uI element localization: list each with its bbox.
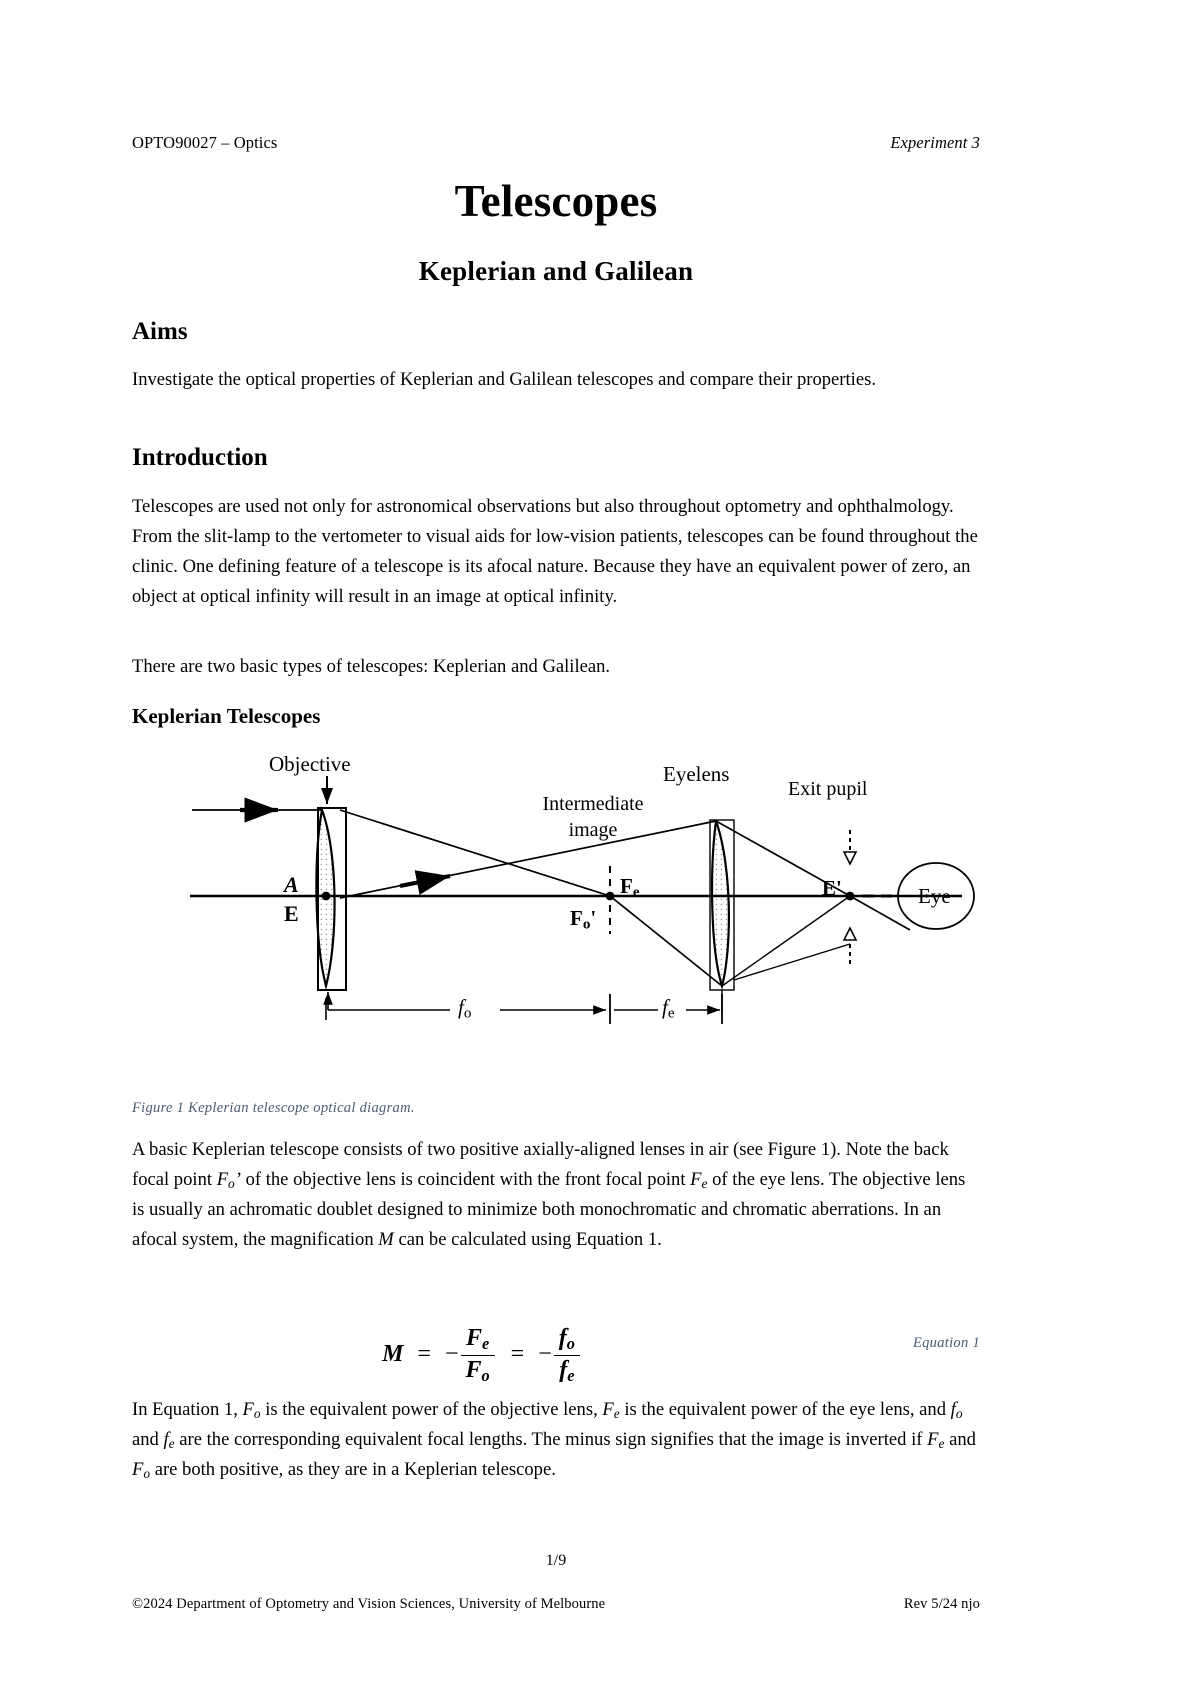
- fraction-Fe-over-Fo: $\frac{Fe}{Fo}$: [461, 1325, 495, 1386]
- var-fo-1: $f_o$: [950, 1399, 963, 1421]
- var-Fe-1: $F_e$: [602, 1399, 620, 1421]
- paragraph-equation-explanation: In Equation 1, $F_o$ is the equivalent power of the objective lens, $F_e$ is the equivalent power of the eye lens, and $f_o$ and $f_e$ are the corresponding equivalent focal lengths. The minus sign signifies that the image is inverted if $F_e$ and $F_o$ are both positive, as they are in a Keplerian telescope.: [132, 1399, 976, 1482]
- footer-revision: Rev 5/24 njo: [903, 1596, 980, 1612]
- ray-after-exit-pupil: [850, 896, 910, 930]
- var-Fe: $F_e$: [690, 1169, 708, 1192]
- label-intermediate-image-line2: image: [568, 819, 618, 841]
- var-Fo-1: $F_o$: [242, 1399, 261, 1421]
- running-head: [132, 133, 980, 153]
- equation-equals-2: =: [510, 1341, 525, 1368]
- label-objective: Objective: [269, 752, 351, 776]
- footer-copyright: ©2024 Department of Optometry and Vision Sciences, University of Melbourne: [132, 1596, 606, 1612]
- heading-aims: Aims: [132, 318, 188, 345]
- eye-lens: [712, 821, 729, 986]
- heading-keplerian-telescopes: Keplerian Telescopes: [132, 704, 321, 728]
- equation-equals-1: =: [417, 1341, 431, 1368]
- equation-label: Equation 1: [912, 1335, 980, 1351]
- label-front-focal-eye: $F_e$: [620, 874, 640, 901]
- label-exit-pupil-point: E': [822, 876, 842, 900]
- exit-pupil-marker: [846, 892, 855, 901]
- ray-lower-marginal: [722, 896, 850, 986]
- page-subtitle: Keplerian and Galilean: [418, 256, 694, 286]
- label-exit-pupil: Exit pupil: [788, 778, 868, 800]
- ray-direction-arrow-2: [400, 876, 450, 886]
- ray-focus-to-eyelens-lower: [610, 896, 722, 986]
- page-number: 1/9: [545, 1552, 567, 1569]
- var-Fo-2: $F_o$: [132, 1459, 151, 1482]
- equation-lhs: M: [382, 1341, 404, 1368]
- label-dim-focal-eye: $f_e$: [662, 995, 675, 1022]
- label-eye: Eye: [918, 884, 951, 908]
- label-eyelens: Eyelens: [663, 762, 730, 786]
- label-intermediate-image-line1: Intermediate: [542, 793, 644, 815]
- paragraph-basic-keplerian: A basic Keplerian telescope consists of two positive axially-aligned lenses in air (see Figure 1). Note the back focal point $F_o$’ of the objective lens is coincident with the front focal point $F_e$ of the eye lens. The objective lens is usually an achromatic doublet designed to minimize both monochromatic and chromatic aberrations. In an afocal system, the magnification M can be calculated using Equation 1.: [132, 1139, 966, 1251]
- ray-lower-secondary: [734, 944, 850, 980]
- paragraph-introduction: Telescopes are used not only for astronomical observations but also throughout optometry and ophthalmology. From the slit-lamp to the vertometer to visual aids for low-vision patients, telescopes can be found throughout the clinic. One defining feature of a telescope is its afocal nature. Because they have an equivalent power of zero, an object at optical infinity will result in an image at optical infinity.: [132, 496, 978, 608]
- page-footer: [132, 1596, 980, 1613]
- label-aperture-stop: A: [284, 872, 299, 897]
- equation-row: [132, 1325, 980, 1385]
- var-fe-1: $f_e$: [163, 1429, 175, 1452]
- running-head-right: Experiment 3: [890, 133, 980, 152]
- label-entrance-pupil: E: [284, 901, 299, 926]
- paragraph-telescope-types: There are two basic types of telescopes: Keplerian and Galilean.: [132, 656, 611, 677]
- equation-minus-1: −: [444, 1341, 459, 1368]
- exit-pupil-pointer-bottom-arrow: [844, 928, 856, 940]
- equation-minus-2: −: [538, 1341, 552, 1368]
- var-Fe-2: $F_e$: [927, 1429, 945, 1452]
- label-dim-focal-objective: $f_o$: [458, 995, 472, 1022]
- entrance-pupil-marker: [322, 892, 331, 901]
- paragraph-aims: Investigate the optical properties of Keplerian and Galilean telescopes and compare their properties.: [132, 369, 876, 390]
- label-back-focal-objective: $F_o'$: [570, 906, 597, 933]
- figure-keplerian-diagram: [150, 748, 980, 1048]
- exit-pupil-pointer-top-arrow: [844, 852, 856, 864]
- var-M: M: [378, 1229, 394, 1251]
- heading-introduction: Introduction: [132, 444, 268, 471]
- fraction-fo-over-fe: $\frac{fo}{fe}$: [554, 1325, 580, 1386]
- var-Fo-prime: $F_o$’: [216, 1169, 241, 1192]
- equation-1: [132, 1325, 832, 1386]
- figure-caption: Figure 1 Keplerian telescope optical diagram.: [132, 1100, 415, 1116]
- page-title: Telescopes: [454, 176, 658, 226]
- running-head-left: OPTO90027 – Optics: [132, 133, 278, 152]
